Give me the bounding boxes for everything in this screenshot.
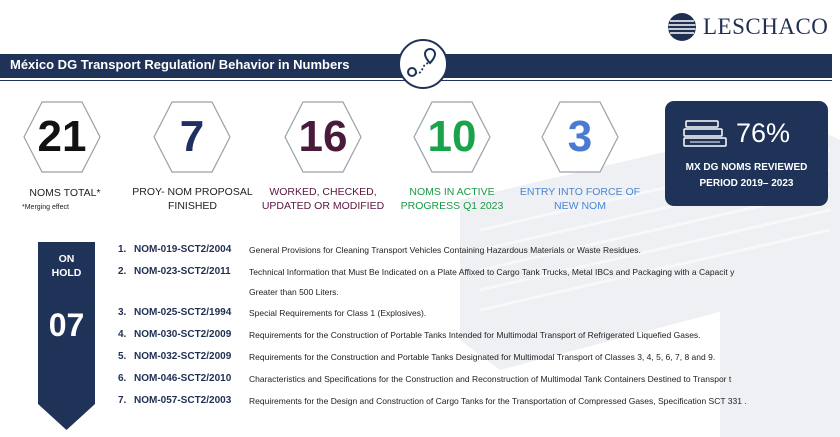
stat-value-5: 3 [567,112,593,161]
brand-logo [667,10,828,44]
document-stack-icon [682,117,730,151]
route-badge [398,39,448,89]
nom-code: NOM-019-SCT2/2004 [134,244,232,255]
nom-code: NOM-030-SCT2/2009 [134,329,232,340]
reviewed-label-line1: MX DG NOMS REVIEWED [685,162,808,173]
page-title: México DG Transport Regulation/ Behavior in Numbers [10,57,350,72]
nom-description: Special Requirements for Class 1 (Explosives). [249,308,427,318]
item-number: 4. [118,329,127,340]
stat-value-4: 10 [427,112,477,161]
stat-label-3: WORKED, CHECKED, UPDATED OR MODIFIED [261,186,385,212]
nom-description: Technical Information that Must Be Indicated on a Plate Affixed to Cargo Tank Trucks, Metal IBCs and Packaging with a Capacit y [249,267,735,277]
item-number: 2. [118,266,127,277]
stat-label-4: NOMS IN ACTIVE PROGRESS Q1 2023 [400,186,504,212]
on-hold-label-line2: HOLD [51,267,82,279]
nom-code: NOM-023-SCT2/2011 [134,266,231,277]
item-number: 5. [118,351,127,362]
on-hold-label-line1: ON [58,253,75,265]
stat-value-3: 16 [298,112,348,161]
on-hold-count: 07 [48,307,85,343]
stat-label-5: ENTRY INTO FORCE OF NEW NOM [519,186,641,212]
nom-code: NOM-032-SCT2/2009 [134,351,232,362]
nom-code: NOM-046-SCT2/2010 [134,373,232,384]
stat-label-1: NOMS TOTAL* [29,187,101,199]
nom-description-continued: Greater than 500 Liters. [249,287,339,297]
nom-description: Requirements for the Design and Construction of Cargo Tanks for the Transportation of Compressed Gases, Specification SCT 331 . [249,396,747,406]
item-number: 6. [118,373,127,384]
brand-name: LESCHACO [703,14,829,39]
stat-value-1: 21 [37,112,87,161]
globe-logo-icon [667,12,697,42]
footnote: *Merging effect [22,204,69,211]
item-number: 3. [118,307,127,318]
nom-description: Characteristics and Specifications for the Construction and Reconstruction of Multimodal Tank Containers Destined to Transpor t [249,374,732,384]
reviewed-label [665,160,828,192]
reviewed-label-line2: PERIOD 2019– 2023 [699,178,794,189]
nom-code: NOM-057-SCT2/2003 [134,395,232,406]
route-map-icon [400,41,446,87]
nom-code: NOM-025-SCT2/1994 [134,307,232,318]
on-hold-label [38,252,95,280]
reviewed-percent: 76% [736,118,791,148]
nom-description: General Provisions for Cleaning Transport Vehicles Containing Hazardous Materials or Waste Residues. [249,245,641,255]
stat-value-2: 7 [179,112,205,161]
item-number: 1. [118,244,127,255]
stat-label-2: PROY- NOM PROPOSAL FINISHED [132,186,253,212]
nom-description: Requirements for the Construction and Portable Tanks Designated for Multimodal Transport of Classes 3, 4, 5, 6, 7, 8 and 9. [249,352,716,362]
nom-description: Requirements for the Construction of Portable Tanks Intended for Multimodal Transport of Refrigerated Liquefied Gases. [249,330,701,340]
item-number: 7. [118,395,127,406]
